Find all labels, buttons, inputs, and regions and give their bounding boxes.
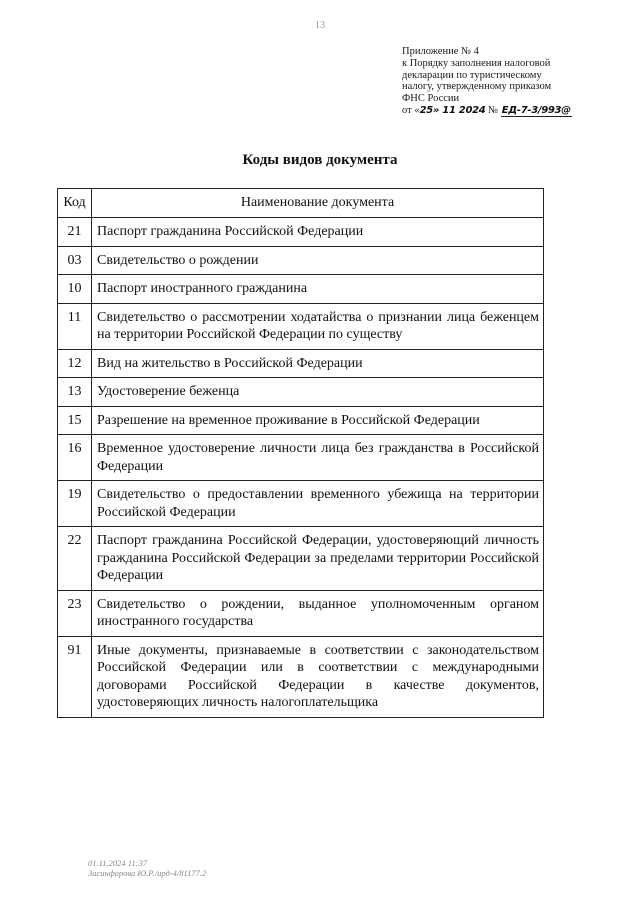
- page-number: 13: [315, 20, 325, 31]
- table-row: [58, 303, 544, 349]
- row-name: Иные документы, признаваемые в соответствии с законодательством Российской Федерации или в соответствии с международными договорами Российской Федерации в качестве документов, удостоверяющих личность налогоплательщика: [92, 636, 544, 717]
- table-row: [58, 527, 544, 591]
- row-code: 19: [58, 481, 92, 527]
- row-name: Удостоверение беженца: [92, 378, 544, 407]
- header-name: Наименование документа: [92, 189, 544, 218]
- table-row: [58, 275, 544, 304]
- row-code: 15: [58, 406, 92, 435]
- row-name: Разрешение на временное проживание в Российской Федерации: [92, 406, 544, 435]
- appendix-line: декларации по туристическому: [402, 69, 542, 81]
- document-codes-table: [57, 188, 544, 718]
- from-prefix: от «: [402, 104, 420, 116]
- table-row: [58, 481, 544, 527]
- row-name: Временное удостоверение личности лица без гражданства в Российской Федерации: [92, 435, 544, 481]
- row-code: 03: [58, 246, 92, 275]
- row-name: Паспорт гражданина Российской Федерации, удостоверяющий личность гражданина Российской Федерации за пределами территории Российской Федерации: [92, 527, 544, 591]
- table-row: [58, 435, 544, 481]
- row-name: Паспорт гражданина Российской Федерации: [92, 218, 544, 247]
- table-row: [58, 378, 544, 407]
- table-row: [58, 218, 544, 247]
- header-code: Код: [58, 189, 92, 218]
- appendix-line: ФНС России: [402, 93, 460, 105]
- row-name: Свидетельство о рассмотрении ходатайства о признании лица беженцем на территории Российской Федерации по существу: [92, 303, 544, 349]
- appendix-line: налогу, утвержденному приказом: [402, 81, 552, 93]
- row-code: 11: [58, 303, 92, 349]
- table-row: [58, 406, 544, 435]
- number-prefix: №: [488, 104, 501, 116]
- table-row: [58, 246, 544, 275]
- order-month-year-handwritten: » 11 2024: [432, 104, 486, 116]
- row-code: 10: [58, 275, 92, 304]
- table-row: [58, 636, 544, 717]
- table-row: [58, 349, 544, 378]
- row-code: 23: [58, 590, 92, 636]
- footer-timestamp: 01.11.2024 11:37: [88, 858, 147, 868]
- row-name: Вид на жительство в Российской Федерации: [92, 349, 544, 378]
- appendix-block: [402, 46, 622, 117]
- appendix-line: к Порядку заполнения налоговой: [402, 57, 551, 69]
- document-title: Коды видов документа: [242, 152, 398, 168]
- row-code: 12: [58, 349, 92, 378]
- footer-author: Засинфорова Ю.Р./ирд-4/81177.2: [88, 868, 207, 878]
- row-name: Свидетельство о предоставлении временного убежища на территории Российской Федерации: [92, 481, 544, 527]
- row-code: 91: [58, 636, 92, 717]
- order-number-handwritten: ЕД-7-3/993@: [501, 104, 571, 116]
- row-code: 13: [58, 378, 92, 407]
- row-name: Свидетельство о рождении, выданное уполномоченным органом иностранного государства: [92, 590, 544, 636]
- table-row: [58, 590, 544, 636]
- appendix-line: Приложение № 4: [402, 46, 479, 57]
- row-code: 16: [58, 435, 92, 481]
- row-name: Паспорт иностранного гражданина: [92, 275, 544, 304]
- footer-stamp: [88, 858, 206, 878]
- order-day-handwritten: 25: [419, 104, 433, 116]
- order-date-number: [402, 105, 622, 117]
- table-header-row: [58, 189, 544, 218]
- row-code: 22: [58, 527, 92, 591]
- row-name: Свидетельство о рождении: [92, 246, 544, 275]
- row-code: 21: [58, 218, 92, 247]
